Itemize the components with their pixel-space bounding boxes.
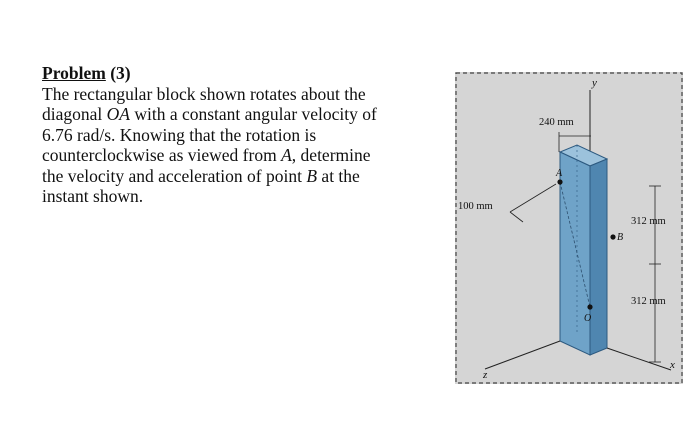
- variable-OA: OA: [106, 104, 130, 124]
- label-O: O: [584, 313, 592, 324]
- problem-text: [42, 63, 422, 207]
- text-run: the velocity and acceleration of point: [42, 165, 307, 186]
- dim-240-label: 240 mm: [539, 117, 574, 128]
- problem-line-2: [42, 104, 422, 125]
- problem-heading: [42, 63, 422, 84]
- point-O: [587, 304, 592, 309]
- text-run: , determine: [291, 145, 371, 165]
- z-axis-label: z: [483, 369, 488, 381]
- problem-line-6: instant shown.: [42, 186, 144, 206]
- text-run: counterclockwise as viewed from: [42, 145, 282, 165]
- problem-line-5: [42, 166, 422, 187]
- y-axis-label: y: [592, 77, 597, 89]
- label-B: B: [617, 232, 624, 243]
- problem-line-4: [42, 145, 422, 166]
- label-A: A: [556, 168, 563, 179]
- problem-line-1: The rectangular block shown rotates about the: [42, 83, 366, 104]
- text-run: diagonal: [42, 104, 107, 124]
- variable-B: B: [306, 165, 318, 186]
- problem-title-word: Problem: [42, 63, 106, 83]
- dim-312-lower-label: 312 mm: [631, 296, 666, 307]
- problem-line-3: 6.76 rad/s. Knowing that the rotation is: [42, 124, 317, 145]
- x-axis-label: x: [670, 359, 675, 371]
- dim-100-label: 100 mm: [458, 201, 493, 212]
- text-run: at the: [317, 165, 360, 186]
- point-A: [557, 179, 562, 184]
- dim-312-upper-label: 312 mm: [631, 216, 666, 227]
- variable-A: A: [281, 145, 292, 165]
- problem-number: (3): [110, 63, 131, 83]
- block-front-face: [560, 152, 590, 355]
- block-side-face: [590, 159, 607, 355]
- text-run: with a constant angular velocity of: [129, 104, 377, 124]
- block-figure: [455, 72, 683, 384]
- point-B: [610, 234, 615, 239]
